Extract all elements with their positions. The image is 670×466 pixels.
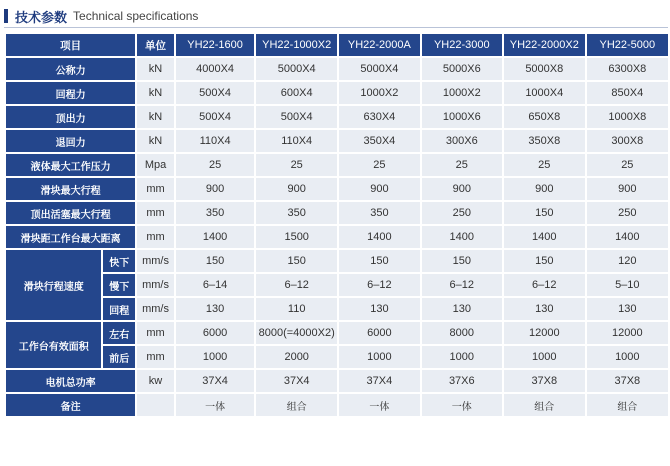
- row-unit: kN: [137, 106, 174, 128]
- value-cell: 500X4: [176, 106, 254, 128]
- value-cell: 1000: [176, 346, 254, 368]
- value-cell: 900: [422, 178, 502, 200]
- value-cell: 12000: [587, 322, 668, 344]
- value-cell: 6–12: [504, 274, 585, 296]
- value-cell: 6–12: [256, 274, 337, 296]
- value-cell: 900: [176, 178, 254, 200]
- value-cell: 12000: [504, 322, 585, 344]
- value-cell: 25: [176, 154, 254, 176]
- row-label: 滑块距工作台最大距离: [6, 226, 135, 248]
- row-label: 备注: [6, 394, 135, 416]
- value-cell: 350X4: [339, 130, 420, 152]
- row-label: 顶出力: [6, 106, 135, 128]
- table-row: [6, 274, 668, 296]
- sub-label: 前后: [103, 346, 135, 368]
- row-unit: mm/s: [137, 298, 174, 320]
- value-cell: 1000X4: [504, 82, 585, 104]
- value-cell: 850X4: [587, 82, 668, 104]
- row-unit: mm: [137, 226, 174, 248]
- row-label: 电机总功率: [6, 370, 135, 392]
- value-cell: 6–12: [339, 274, 420, 296]
- value-cell: 650X8: [504, 106, 585, 128]
- row-unit: mm/s: [137, 250, 174, 272]
- table-row: [6, 226, 668, 248]
- row-label: 退回力: [6, 130, 135, 152]
- row-unit: mm: [137, 178, 174, 200]
- row-label: 顶出活塞最大行程: [6, 202, 135, 224]
- sub-label: 左右: [103, 322, 135, 344]
- value-cell: 1500: [256, 226, 337, 248]
- value-cell: 4000X4: [176, 58, 254, 80]
- value-cell: 130: [504, 298, 585, 320]
- value-cell: 350: [339, 202, 420, 224]
- row-unit: kN: [137, 130, 174, 152]
- row-unit: kN: [137, 82, 174, 104]
- value-cell: 1400: [339, 226, 420, 248]
- value-cell: 1000X2: [422, 82, 502, 104]
- value-cell: 1000: [339, 346, 420, 368]
- header-model: YH22-1600: [176, 34, 254, 56]
- group-label: 工作台有效面积: [6, 322, 101, 368]
- table-row: [6, 346, 668, 368]
- title-english: Technical specifications: [73, 9, 199, 23]
- value-cell: 150: [422, 250, 502, 272]
- value-cell: 630X4: [339, 106, 420, 128]
- value-cell: 组合: [256, 394, 337, 416]
- value-cell: 6300X8: [587, 58, 668, 80]
- spec-table: [4, 32, 670, 418]
- value-cell: 130: [587, 298, 668, 320]
- value-cell: 25: [422, 154, 502, 176]
- value-cell: 900: [339, 178, 420, 200]
- value-cell: 1000: [587, 346, 668, 368]
- title-chinese: 技术参数: [15, 10, 68, 26]
- value-cell: 120: [587, 250, 668, 272]
- value-cell: 300X8: [587, 130, 668, 152]
- value-cell: 1400: [422, 226, 502, 248]
- row-label: 公称力: [6, 58, 135, 80]
- title-divider: [4, 27, 668, 28]
- value-cell: 25: [256, 154, 337, 176]
- value-cell: 5000X8: [504, 58, 585, 80]
- value-cell: 8000(=4000X2): [256, 322, 337, 344]
- value-cell: 250: [587, 202, 668, 224]
- table-row: [6, 82, 668, 104]
- value-cell: 1400: [504, 226, 585, 248]
- row-unit: mm/s: [137, 274, 174, 296]
- row-unit: mm: [137, 202, 174, 224]
- value-cell: 130: [176, 298, 254, 320]
- value-cell: 2000: [256, 346, 337, 368]
- header-model: YH22-2000X2: [504, 34, 585, 56]
- value-cell: 25: [587, 154, 668, 176]
- header-model: YH22-2000A: [339, 34, 420, 56]
- value-cell: 5000X6: [422, 58, 502, 80]
- value-cell: 500X4: [176, 82, 254, 104]
- header-model: YH22-1000X2: [256, 34, 337, 56]
- value-cell: 1000X8: [587, 106, 668, 128]
- value-cell: 组合: [504, 394, 585, 416]
- value-cell: 350: [256, 202, 337, 224]
- table-row: [6, 106, 668, 128]
- value-cell: 5000X4: [256, 58, 337, 80]
- sub-label: 慢下: [103, 274, 135, 296]
- group-label: 滑块行程速度: [6, 250, 101, 320]
- table-row: [6, 370, 668, 392]
- value-cell: 150: [256, 250, 337, 272]
- row-unit: kw: [137, 370, 174, 392]
- row-unit: mm: [137, 322, 174, 344]
- sub-label: 快下: [103, 250, 135, 272]
- value-cell: 37X4: [339, 370, 420, 392]
- row-unit: kN: [137, 58, 174, 80]
- value-cell: 5–10: [587, 274, 668, 296]
- row-label: 回程力: [6, 82, 135, 104]
- value-cell: 37X8: [587, 370, 668, 392]
- value-cell: 一体: [422, 394, 502, 416]
- value-cell: 一体: [176, 394, 254, 416]
- value-cell: 37X6: [422, 370, 502, 392]
- table-row: [6, 130, 668, 152]
- value-cell: 1400: [587, 226, 668, 248]
- row-label: 滑块最大行程: [6, 178, 135, 200]
- value-cell: 一体: [339, 394, 420, 416]
- row-unit: [137, 394, 174, 416]
- table-row: [6, 394, 668, 416]
- header-model: YH22-3000: [422, 34, 502, 56]
- value-cell: 组合: [587, 394, 668, 416]
- value-cell: 1000: [504, 346, 585, 368]
- value-cell: 1000X2: [339, 82, 420, 104]
- value-cell: 25: [339, 154, 420, 176]
- value-cell: 6–12: [422, 274, 502, 296]
- value-cell: 900: [587, 178, 668, 200]
- value-cell: 150: [504, 202, 585, 224]
- value-cell: 1400: [176, 226, 254, 248]
- value-cell: 350X8: [504, 130, 585, 152]
- value-cell: 5000X4: [339, 58, 420, 80]
- table-row: [6, 178, 668, 200]
- value-cell: 6000: [176, 322, 254, 344]
- value-cell: 37X4: [176, 370, 254, 392]
- value-cell: 150: [176, 250, 254, 272]
- header-model: YH22-5000: [587, 34, 668, 56]
- value-cell: 6000: [339, 322, 420, 344]
- table-row: [6, 202, 668, 224]
- value-cell: 350: [176, 202, 254, 224]
- value-cell: 500X4: [256, 106, 337, 128]
- value-cell: 8000: [422, 322, 502, 344]
- value-cell: 1000: [422, 346, 502, 368]
- header-row: [6, 34, 668, 56]
- value-cell: 37X8: [504, 370, 585, 392]
- value-cell: 150: [504, 250, 585, 272]
- row-unit: mm: [137, 346, 174, 368]
- value-cell: 1000X6: [422, 106, 502, 128]
- header-item: 项目: [6, 34, 135, 56]
- value-cell: 300X6: [422, 130, 502, 152]
- value-cell: 110X4: [256, 130, 337, 152]
- value-cell: 600X4: [256, 82, 337, 104]
- value-cell: 37X4: [256, 370, 337, 392]
- table-row: [6, 154, 668, 176]
- value-cell: 130: [422, 298, 502, 320]
- value-cell: 150: [339, 250, 420, 272]
- value-cell: 110: [256, 298, 337, 320]
- section-title: [4, 7, 198, 25]
- title-marker: [4, 9, 8, 23]
- row-label: 液体最大工作压力: [6, 154, 135, 176]
- table-row: [6, 322, 668, 344]
- table-row: [6, 58, 668, 80]
- value-cell: 900: [256, 178, 337, 200]
- sub-label: 回程: [103, 298, 135, 320]
- header-unit: 单位: [137, 34, 174, 56]
- value-cell: 250: [422, 202, 502, 224]
- value-cell: 25: [504, 154, 585, 176]
- table-row: [6, 250, 668, 272]
- value-cell: 110X4: [176, 130, 254, 152]
- value-cell: 6–14: [176, 274, 254, 296]
- value-cell: 900: [504, 178, 585, 200]
- row-unit: Mpa: [137, 154, 174, 176]
- value-cell: 130: [339, 298, 420, 320]
- table-row: [6, 298, 668, 320]
